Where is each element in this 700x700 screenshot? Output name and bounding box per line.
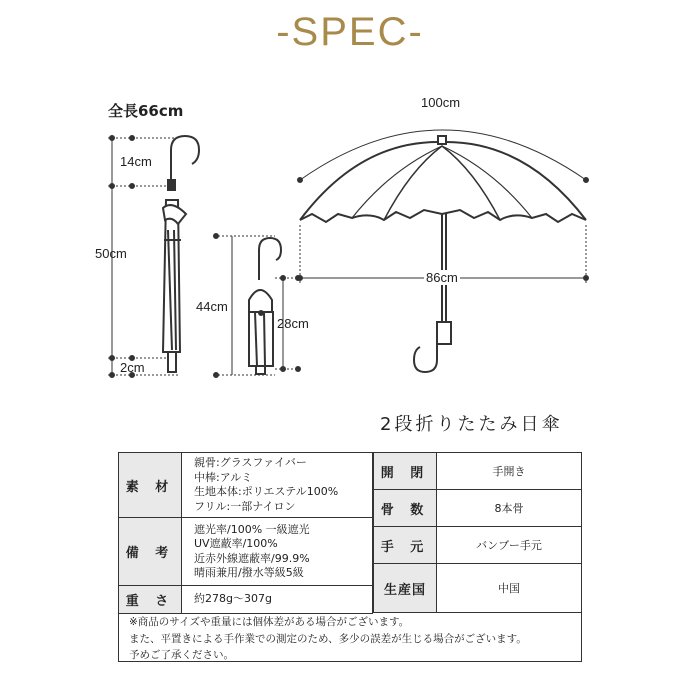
spec-table-left — [118, 452, 373, 614]
folded-body-length-label: 28cm — [277, 316, 309, 331]
long-umbrella-drawing — [163, 136, 199, 372]
tip-length-label: 2cm — [120, 360, 145, 375]
origin-label: 生産国 — [374, 564, 437, 613]
material-line: 親骨:グラスファイバー — [194, 456, 307, 469]
ribs-value: 8本骨 — [437, 490, 582, 527]
opening-value: 手開き — [437, 453, 582, 490]
notes-line: 近赤外線遮蔽率/99.9% — [194, 551, 310, 565]
footnote-line: ※商品のサイズや重量には個体差がある場合がございます。 — [129, 616, 410, 628]
footnote-line: 予めご了承ください。 — [129, 649, 234, 661]
page-title: -SPEC- — [276, 10, 424, 54]
long-body-length-label: 50cm — [95, 246, 127, 261]
origin-value: 中国 — [437, 564, 582, 613]
notes-line: UV遮蔽率/100% — [194, 537, 278, 550]
material-value — [182, 453, 373, 518]
handle-row — [374, 527, 582, 564]
handle-label: 手 元 — [374, 527, 437, 564]
product-name: 2段折りたたみ日傘 — [380, 414, 563, 435]
notes-line: 遮光率/100% 一級遮光 — [194, 522, 310, 536]
weight-label: 重 さ — [119, 586, 182, 614]
arc-width-label: 100cm — [421, 95, 461, 110]
weight-value: 約278g～307g — [182, 586, 373, 614]
material-label: 素 材 — [119, 453, 182, 518]
notes-label: 備 考 — [119, 518, 182, 586]
folding-umbrella-drawing — [249, 238, 281, 374]
opening-label: 開 閉 — [374, 453, 437, 490]
material-line: 生地本体:ポリエステル100% — [194, 485, 339, 498]
span-width-label: 86cm — [426, 270, 458, 285]
footnotes — [118, 612, 582, 662]
handle-length-label: 14cm — [120, 154, 152, 169]
weight-row — [119, 586, 373, 614]
spec-table-right — [373, 452, 582, 613]
material-line: フリル:一部ナイロン — [194, 499, 296, 513]
ribs-row — [374, 490, 582, 527]
origin-row — [374, 564, 582, 613]
notes-value — [182, 518, 373, 586]
notes-row — [119, 518, 373, 586]
material-line: 中棒:アルミ — [194, 470, 253, 484]
notes-line: 晴雨兼用/撥水等級5級 — [194, 566, 304, 579]
open-umbrella-drawing — [300, 136, 586, 372]
material-row — [119, 453, 373, 518]
footnote-line: また、平置きによる手作業での測定のため、多少の誤差が生じる場合がございます。 — [129, 632, 527, 645]
handle-value: バンブー手元 — [437, 527, 582, 564]
total-length-label: 全長66cm — [108, 102, 184, 120]
folded-total-length-label: 44cm — [196, 299, 228, 314]
opening-row — [374, 453, 582, 490]
ribs-label: 骨 数 — [374, 490, 437, 527]
